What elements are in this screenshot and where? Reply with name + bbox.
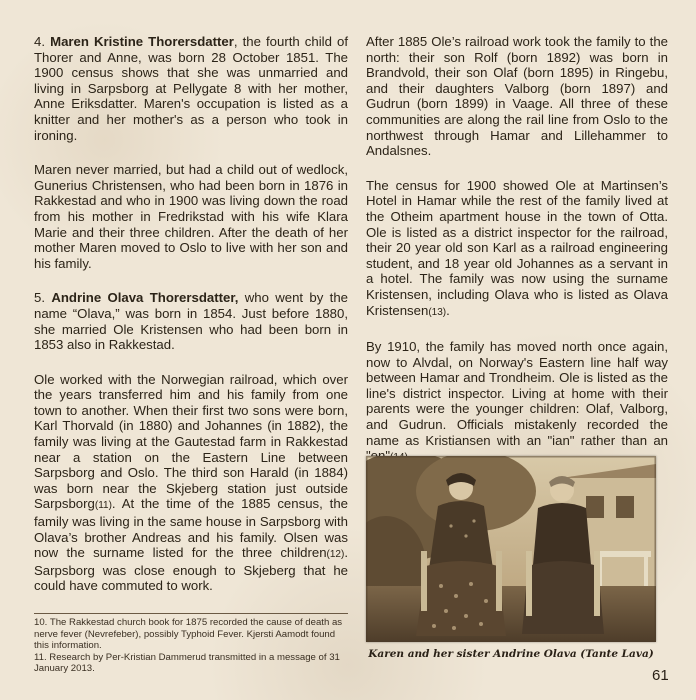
paragraph-text: By 1910, the family has moved north once again, now to Alvdal, on Norway's Eastern line half way between Hamar and Trondheim. Ole is listed as the line's district inspector. Living at home with their parents were the younger children: Olaf, Valborg, and Gudrun. Officials mistakenly recorded the name as Kristiansen with an "ian" rather than an [366, 339, 668, 448]
footnotes [34, 613, 348, 675]
sepia-photograph [366, 456, 656, 642]
footnote-ref-11: (11) [94, 500, 112, 512]
footnote-ref-13: (13) [428, 306, 447, 318]
footnote-11: 11. Research by Per-Kristian Dammerud transmitted in a message of 31 January 2013. [34, 651, 340, 674]
paragraph-census-1900 [366, 178, 668, 320]
paragraph-text: Ole worked with the Norwegian railroad, which over the years transferred him and his family from one town to another. When their first two sons were born, Karl Thorvald (in 1880) and Johannes (in 1882), the family was living at the Gautestad farm in Rakkestad near a station on the Eastern Line between Sarpsborg and Oslo. The third son Harald (in 1884) was born near the Skjeberg station just outside Sarpsborg [34, 371, 348, 512]
footnote-ref-12: (12) [326, 549, 345, 561]
paragraph-move-north: After 1885 Ole’s railroad work took the family to the north: their son Rolf (born 1892) was born in Brandvold, their son Olaf (born 1895) in Ringebu, and their daughters Valborg (born 1897) and Gudrun (born 1899) in Vaage. All three of these communities are along the rail line from Oslo to the northwest through Hamar and Lillehammer to Andalsnes. [366, 34, 668, 159]
photo-illustration [366, 456, 656, 642]
paragraph-text: who went by the name “Olava,” was born in 1854. Just before 1880, she married Ole Kristensen who had been born in 1853 also in Rakkestad. [34, 290, 349, 353]
paragraph-ole-railroad [34, 372, 348, 594]
paragraph-text: The census for 1900 showed Ole at Martinsen’s Hotel in Hamar while the rest of the family lived at the Otheim apartment house in the town of Otta. Ole is listed as a district inspector for the railroad, their 20 year old son Karl as a railroad engineering student, and 18 year old Johannes as a servant in a hotel. The family was now using the surname Kristensen, including Olava who is listed as Olava Kristensen [366, 177, 668, 318]
item-number: 4. [34, 34, 51, 49]
paragraph-text: , the fourth child of Thorer and Anne, was born 28 October 1851. The 1900 census shows that she was unmarried and living in Sarpsborg at Pellygate 8 with her mother, Anne Eriksdatter. Maren's occupation is listed as a knitter and her mother's as a person who took in ironing. [34, 34, 348, 143]
paragraph-andrine [34, 290, 348, 352]
left-column [34, 34, 348, 613]
paragraph-text: . At the time of the 1885 census, the family was living in the same house in Sarpsborg with Olava’s brother Andreas and his family. Olsen was now the surname listed for the three children [34, 496, 348, 561]
person-name-andrine: Andrine Olava Thorersdatter, [51, 290, 239, 306]
footnote-10: 10. The Rakkestad church book for 1875 recorded the cause of death as nerve fever (Nevrefeber), possibly Typhoid Fever. Kjersti Aamodt found this information. [34, 617, 343, 651]
paragraph-text: . Sarpsborg was close enough to Skjeberg that he could have commuted to work. [34, 545, 348, 594]
paragraph-text: . [446, 302, 450, 318]
paragraph-maren [34, 34, 348, 143]
right-column [366, 34, 668, 485]
item-number: 5. [34, 290, 52, 306]
person-name-maren: Maren Kristine Thorersdatter [50, 34, 234, 49]
paragraph-maren-child: Maren never married, but had a child out of wedlock, Gunerius Christensen, who had been born in 1876 in Rakkestad and who in 1900 was living down the road from his mother in Fredrikstad with his wife Klara Marie and their three children. After the death of her mother Maren moved to Oslo to live with her son and his family. [34, 162, 348, 271]
paragraph-census-1910 [366, 339, 668, 466]
photo-caption: Karen and her sister Andrine Olava (Tante Lava) [368, 648, 654, 660]
page-number: 61 [652, 667, 669, 684]
